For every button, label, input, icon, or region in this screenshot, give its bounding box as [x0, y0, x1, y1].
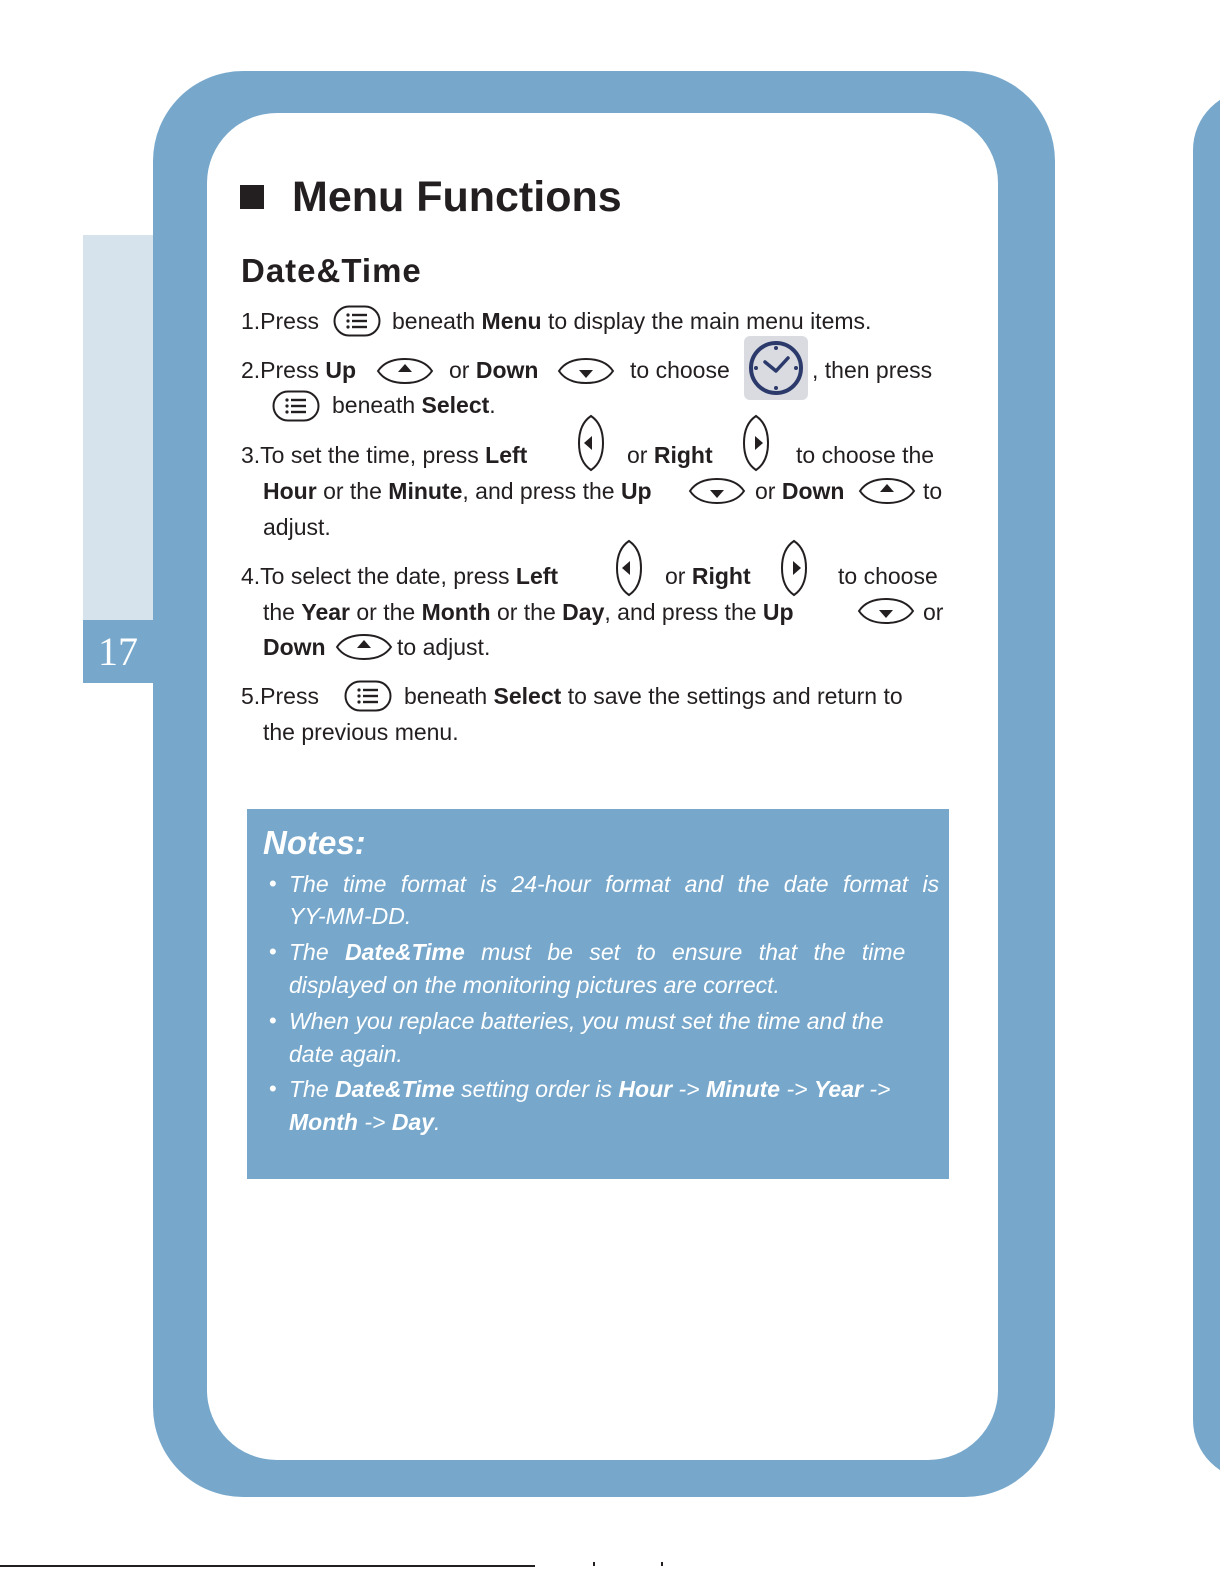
step-text: to choose	[630, 357, 730, 383]
step-text: 1.Press	[241, 308, 319, 334]
step-4-line-1a	[241, 561, 558, 591]
step-keyword: Select	[421, 392, 490, 418]
note-keyword: Month	[289, 1109, 358, 1135]
step-4-line-3b	[397, 632, 490, 662]
menu-key-icon	[272, 390, 320, 422]
down-key-icon	[857, 598, 915, 624]
step-text: 5.Press	[241, 683, 319, 709]
note-arrow: ->	[786, 1076, 808, 1102]
note-keyword: Date&Time	[345, 939, 465, 965]
step-text: .	[489, 392, 496, 418]
step-text: or	[755, 478, 776, 504]
step-text: or the	[356, 599, 416, 625]
step-text: or the	[496, 599, 556, 625]
step-text: 4.To select the date, press	[241, 563, 510, 589]
step-3-line-2c	[923, 476, 942, 506]
step-text: or	[923, 599, 944, 625]
note-text: YY-MM-DD.	[289, 903, 412, 929]
notes-title: Notes:	[263, 824, 366, 861]
down-key-icon	[688, 478, 746, 504]
step-keyword: Year	[301, 599, 350, 625]
bullet-dot: •	[269, 939, 277, 964]
step-text: or	[627, 442, 648, 468]
note-keyword: Year	[813, 1076, 863, 1102]
left-key-icon	[616, 539, 642, 597]
note-2-line-2	[289, 970, 780, 1000]
step-keyword: Down	[475, 357, 539, 383]
step-text: , then press	[812, 357, 933, 383]
note-1-line-1	[289, 869, 940, 899]
clock-icon	[744, 336, 808, 400]
step-4-line-1b	[665, 561, 751, 591]
step-keyword: Down	[781, 478, 845, 504]
step-text: to display the main menu items.	[547, 308, 872, 334]
step-text: 3.To set the time, press	[241, 442, 479, 468]
heading-bullet-square	[240, 185, 264, 209]
bottom-rule	[0, 1565, 535, 1567]
note-text: displayed on the monitoring pictures are correct.	[289, 972, 780, 998]
step-keyword: Right	[653, 442, 713, 468]
note-text: must be set to ensure that the time	[481, 939, 906, 965]
step-5-line-2	[263, 717, 459, 747]
side-strip	[83, 235, 153, 683]
step-text: , and press the	[604, 599, 757, 625]
left-key-icon	[578, 414, 604, 472]
step-1-line-1	[241, 306, 319, 336]
step-text: the	[263, 599, 295, 625]
step-3-line-1c	[796, 440, 934, 470]
step-keyword: Select	[493, 683, 562, 709]
note-3-line-2	[289, 1039, 403, 1069]
bottom-tick	[593, 1562, 595, 1566]
step-keyword: Month	[421, 599, 491, 625]
step-keyword: Day	[562, 599, 605, 625]
menu-key-icon	[344, 680, 392, 712]
step-text: , and press the	[462, 478, 615, 504]
step-keyword: Up	[620, 478, 652, 504]
note-arrow: ->	[364, 1109, 386, 1135]
note-arrow: ->	[869, 1076, 891, 1102]
step-text: adjust.	[263, 514, 331, 540]
step-keyword: Up	[325, 357, 357, 383]
step-keyword: Left	[485, 442, 528, 468]
step-text: 2.Press	[241, 357, 319, 383]
note-text: .	[434, 1109, 441, 1135]
right-key-icon	[743, 414, 769, 472]
step-text: to save the settings and return to	[567, 683, 903, 709]
note-2-line-1	[289, 937, 905, 967]
step-keyword: Right	[691, 563, 751, 589]
section-title: Date&Time	[241, 252, 422, 289]
step-text: or the	[323, 478, 382, 504]
step-3-line-1b	[627, 440, 713, 470]
step-5-line-1b	[404, 681, 903, 711]
step-text: or	[665, 563, 686, 589]
note-keyword: Hour	[618, 1076, 673, 1102]
up-key-icon	[858, 478, 916, 504]
step-2-line-1c	[630, 355, 730, 385]
step-keyword: Menu	[481, 308, 542, 334]
up-key-icon	[376, 358, 434, 384]
note-4-line-2	[289, 1107, 440, 1137]
step-2-line-1a	[241, 355, 356, 385]
next-page-edge	[1193, 90, 1220, 1480]
step-text: beneath	[392, 308, 476, 334]
down-key-icon	[557, 358, 615, 384]
bottom-tick	[661, 1562, 663, 1566]
note-3-line-1	[289, 1006, 884, 1036]
step-4-line-2b	[923, 597, 943, 627]
note-text: The time format is 24-hour format and the date format is	[289, 871, 940, 897]
bullet-dot: •	[269, 871, 277, 896]
step-4-line-1c	[838, 561, 938, 591]
step-text: to choose	[838, 563, 938, 589]
menu-key-icon	[333, 305, 381, 337]
note-keyword: Minute	[705, 1076, 781, 1102]
note-text: The	[289, 1076, 329, 1102]
step-keyword: Hour	[263, 478, 317, 504]
step-2-line-2	[332, 390, 496, 420]
step-text: beneath	[332, 392, 416, 418]
note-text: setting order is	[461, 1076, 613, 1102]
note-1-line-2	[289, 901, 411, 931]
up-key-icon	[335, 634, 393, 660]
step-5-line-1a	[241, 681, 319, 711]
bullet-dot: •	[269, 1008, 277, 1033]
step-text: or	[449, 357, 470, 383]
bullet-dot: •	[269, 1076, 277, 1101]
step-3-line-2b	[755, 476, 844, 506]
page-number: 17	[83, 620, 153, 683]
note-text: The	[289, 939, 329, 965]
page-title: Menu Functions	[292, 173, 622, 221]
step-4-line-3a	[263, 632, 326, 662]
note-text: When you replace batteries, you must set the time and the	[289, 1008, 884, 1034]
note-4-line-1	[289, 1074, 890, 1104]
step-3-line-2a	[263, 476, 652, 506]
step-text: to choose the	[796, 442, 935, 468]
step-2-line-1d	[812, 355, 932, 385]
step-text: to	[923, 478, 943, 504]
note-arrow: ->	[678, 1076, 700, 1102]
step-3-line-1a	[241, 440, 527, 470]
step-keyword: Left	[515, 563, 559, 589]
right-key-icon	[781, 539, 807, 597]
step-keyword: Up	[762, 599, 794, 625]
note-keyword: Date&Time	[335, 1076, 455, 1102]
step-text: to adjust.	[397, 634, 491, 660]
step-text: beneath	[404, 683, 488, 709]
note-text: date again.	[289, 1041, 403, 1067]
step-text: the previous menu.	[263, 719, 459, 745]
note-keyword: Day	[391, 1109, 435, 1135]
step-4-line-2a	[263, 597, 794, 627]
step-1-line-1b	[392, 306, 871, 336]
step-3-line-3	[263, 512, 331, 542]
step-2-line-1b	[449, 355, 538, 385]
step-keyword: Minute	[388, 478, 463, 504]
step-keyword: Down	[263, 634, 326, 660]
